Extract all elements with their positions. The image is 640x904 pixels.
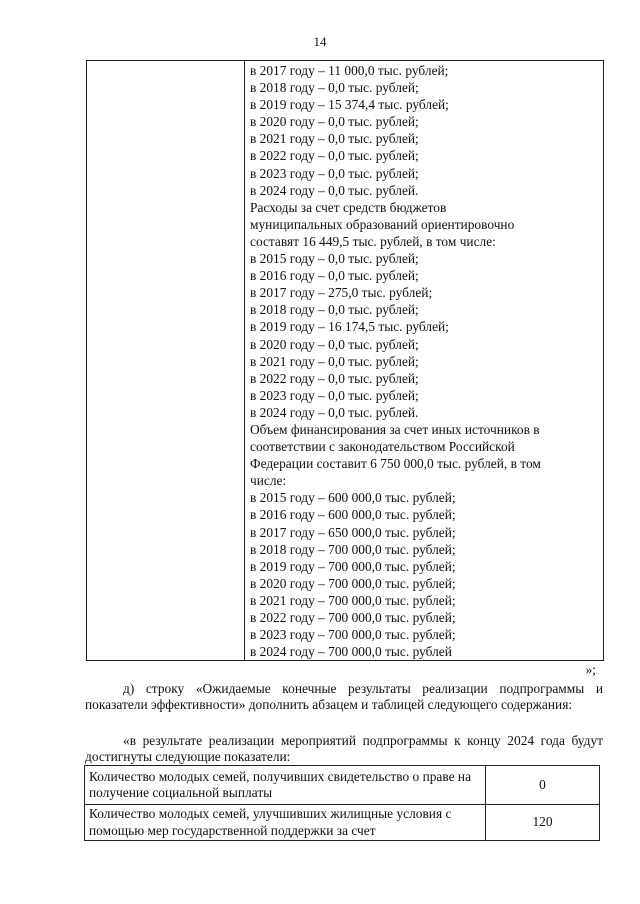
funding-line: в 2022 году – 0,0 тыс. рублей;: [250, 148, 419, 164]
funding-line: в 2021 году – 700 000,0 тыс. рублей;: [250, 592, 456, 608]
funding-line: в 2017 году – 275,0 тыс. рублей;: [250, 285, 433, 301]
paragraph-result-text: «в результате реализации мероприятий подпрограммы к концу 2024 года будут достигнуты следующие показатели:: [85, 733, 603, 765]
funding-line: в 2023 году – 0,0 тыс. рублей;: [250, 387, 419, 403]
funding-line: в 2017 году – 650 000,0 тыс. рублей;: [250, 524, 456, 540]
funding-line: Федерации составит 6 750 000,0 тыс. рублей, в том: [250, 456, 541, 472]
funding-line: в 2018 году – 0,0 тыс. рублей;: [250, 302, 419, 318]
funding-line: в 2015 году – 600 000,0 тыс. рублей;: [250, 490, 456, 506]
funding-table: [86, 60, 604, 661]
funding-line: в 2019 году – 16 174,5 тыс. рублей;: [250, 319, 449, 335]
paragraph-result: [85, 733, 603, 766]
funding-line: в 2015 году – 0,0 тыс. рублей;: [250, 251, 419, 267]
funding-line: в 2020 году – 700 000,0 тыс. рублей;: [250, 575, 456, 591]
funding-line: в 2024 году – 0,0 тыс. рублей.: [250, 182, 419, 198]
funding-line: в 2020 году – 0,0 тыс. рублей;: [250, 114, 419, 130]
page-number: 14: [313, 34, 327, 49]
funding-line: числе:: [250, 473, 287, 489]
funding-line: в 2019 году – 15 374,4 тыс. рублей;: [250, 97, 449, 113]
funding-cell: [250, 62, 600, 660]
funding-line: в 2024 году – 0,0 тыс. рублей.: [250, 404, 419, 420]
funding-line: в 2022 году – 0,0 тыс. рублей;: [250, 370, 419, 386]
funding-line: в 2023 году – 0,0 тыс. рублей;: [250, 165, 419, 181]
indicator-value: 0: [486, 766, 600, 805]
indicators-table: [84, 765, 600, 841]
closing-quote: »;: [585, 662, 596, 677]
table-column-divider: [244, 61, 245, 660]
funding-line: муниципальных образований ориентировочно: [250, 216, 515, 232]
funding-line: соответствии с законодательством Российской: [250, 439, 515, 455]
funding-line: в 2022 году – 700 000,0 тыс. рублей;: [250, 610, 456, 625]
table-row: [85, 805, 600, 841]
paragraph-d: [85, 681, 603, 714]
indicator-label: Количество молодых семей, улучшивших жилищные условия с помощью мер государственной поддержки за счет: [85, 805, 486, 841]
paragraph-d-text: д) строку «Ожидаемые конечные результаты реализации подпрограммы и показатели эффективности» дополнить абзацем и таблицей следующего содержания:: [85, 681, 603, 713]
funding-line: в 2023 году – 700 000,0 тыс. рублей;: [250, 627, 456, 643]
funding-line: в 2019 году – 700 000,0 тыс. рублей;: [250, 558, 456, 574]
funding-line: в 2020 году – 0,0 тыс. рублей;: [250, 336, 419, 352]
table-row: [85, 766, 600, 805]
funding-line: Расходы за счет средств бюджетов: [250, 199, 447, 215]
indicator-value: 120: [486, 805, 600, 841]
funding-line: в 2021 году – 0,0 тыс. рублей;: [250, 353, 419, 369]
funding-line: в 2018 году – 0,0 тыс. рублей;: [250, 80, 419, 96]
indicator-label: Количество молодых семей, получивших свидетельство о праве на получение социальной выплаты: [85, 766, 486, 805]
funding-line: в 2018 году – 700 000,0 тыс. рублей;: [250, 541, 456, 557]
funding-line: в 2024 году – 700 000,0 тыс. рублей: [250, 644, 452, 660]
funding-line: в 2016 году – 0,0 тыс. рублей;: [250, 268, 419, 284]
funding-line: в 2021 году – 0,0 тыс. рублей;: [250, 131, 419, 147]
funding-line: в 2016 году – 600 000,0 тыс. рублей;: [250, 507, 456, 523]
funding-line: Объем финансирования за счет иных источников в: [250, 421, 540, 437]
funding-line: в 2017 году – 11 000,0 тыс. рублей;: [250, 63, 449, 78]
funding-line: составят 16 449,5 тыс. рублей, в том числе:: [250, 233, 496, 249]
